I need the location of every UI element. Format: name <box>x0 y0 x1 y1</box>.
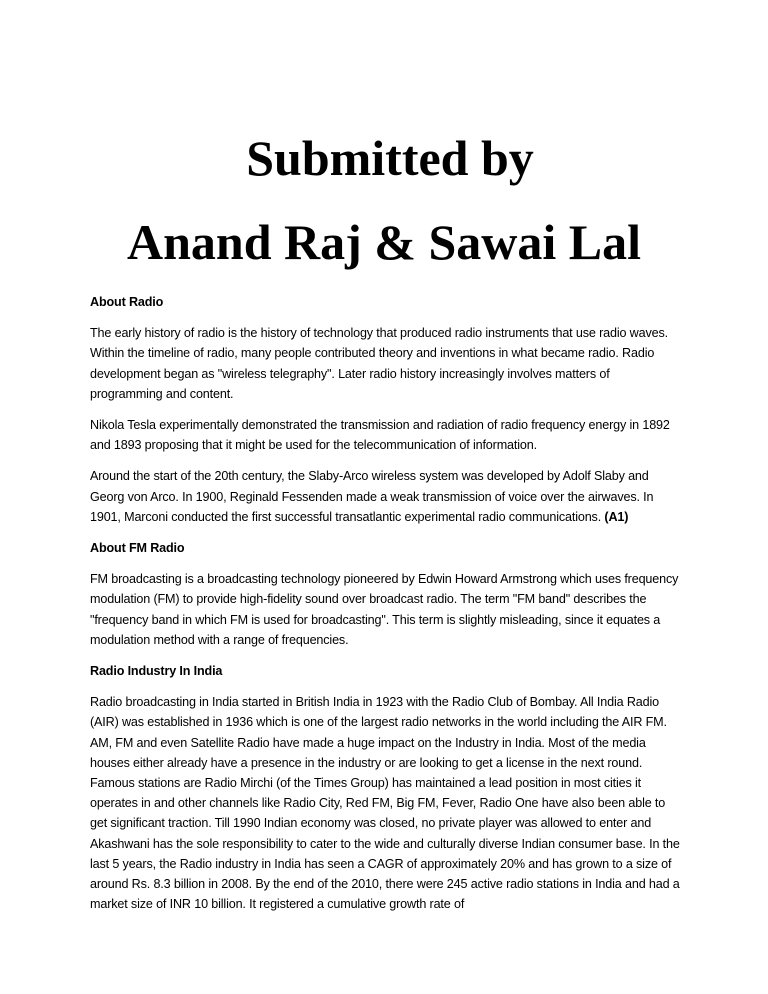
paragraph-slaby-arco-text: Around the start of the 20th century, the Slaby-Arco wireless system was developed by Adolf Slaby and Georg von Arco. In 1900, Reginald Fessenden made a weak transmission of voice over the airwaves. In 1901, Marconi conducted the first successful transatlantic experimental radio communications. <box>90 469 654 524</box>
title-authors: Anand Raj & Sawai Lal <box>127 214 641 270</box>
title-block <box>0 128 768 272</box>
heading-about-radio: About Radio <box>90 295 164 309</box>
title-submitted-by: Submitted by <box>246 130 534 186</box>
heading-radio-industry-india: Radio Industry In India <box>90 664 223 679</box>
paragraph-tesla: Nikola Tesla experimentally demonstrated the transmission and radiation of radio frequency energy in 1892 and 1893 proposing that it might be used for the telecommunication of information. <box>90 418 670 453</box>
paragraph-fm-broadcasting: FM broadcasting is a broadcasting technology pioneered by Edwin Howard Armstrong which uses frequency modulation (FM) to provide high-fidelity sound over broadcast radio. The term "FM band" describes the "frequency band in which FM is used for broadcasting". This term is slightly misleading, since it equates a modulation method with a range of frequencies. <box>90 572 679 647</box>
heading-about-fm-radio: About FM Radio <box>90 541 185 556</box>
paragraph-slaby-arco <box>90 466 682 527</box>
paragraph-radio-india: Radio broadcasting in India started in British India in 1923 with the Radio Club of Bombay. All India Radio (AIR) was established in 1936 which is one of the largest radio networks in the world including the AIR FM. AM, FM and even Satellite Radio have made a huge impact on the Industry in India. Most of the media houses either already have a presence in the industry or are looking to get a license in the next round. Famous stations are Radio Mirchi (of the Times Group) has maintained a lead position in most cities it operates in and other channels like Radio City, Red FM, Big FM, Fever, Radio One have also been able to get significant traction. Till 1990 Indian economy was closed, no private player was allowed to enter and Akashwani has the sole responsibility to cater to the wide and culturally diverse Indian consumer base. In the last 5 years, the Radio industry in India has seen a CAGR of approximately 20% and has grown to a size of around Rs. 8.3 billion in 2008. By the end of the 2010, there were 245 active radio stations in India and had a market size of INR 10 billion. It registered a cumulative growth rate of <box>90 695 680 912</box>
reference-a1: (A1) <box>604 509 629 524</box>
paragraph-radio-history: The early history of radio is the history of technology that produced radio instruments that use radio waves. Within the timeline of radio, many people contributed theory and inventions in what became radio. Radio development began as "wireless telegraphy". Later radio history increasingly involves matters of programming and content. <box>90 326 668 401</box>
document-body <box>90 292 682 925</box>
